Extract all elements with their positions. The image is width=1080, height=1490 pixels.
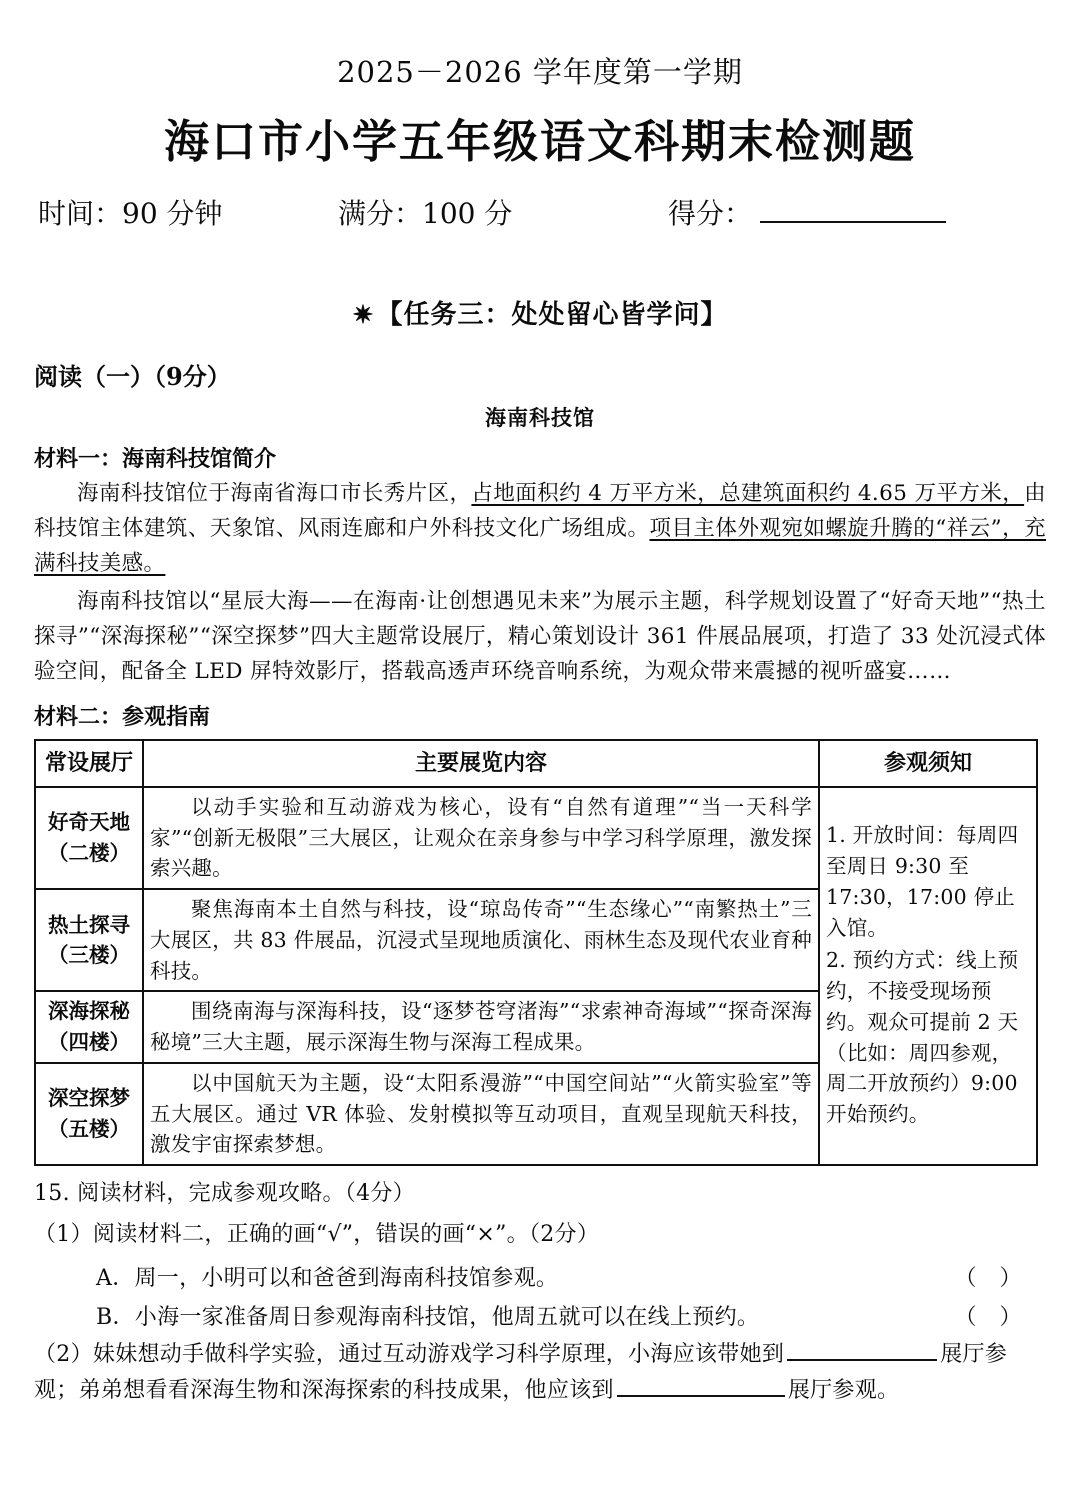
reading-section-heading: 阅读（一）（9分） [34, 362, 231, 391]
option-b-row [34, 1300, 1046, 1331]
task-banner-text: 【任务三：处处留心皆学问】 [376, 300, 728, 330]
score-blank[interactable] [760, 220, 946, 223]
page-title: 海口市小学五年级语文科期末检测题 [163, 115, 916, 168]
table-header-hall: 常设展厅 [35, 740, 143, 787]
material-one-paragraph-2: 海南科技馆以“星辰大海——在海南·让创想遇见未来”为展示主题，科学规划设置了“好奇天地”“热土探寻”“深海探秘”“深空探梦”四大主题常设展厅，精心策划设计 361 件展品展项，打造了 33 处沉浸式体验空间，配备全 LED 屏特效影厅，搭载高透声环绕音响系统，为观众带来震撼的视听盛宴…… [34, 589, 1046, 685]
option-a-row [34, 1261, 1046, 1292]
hall-content-2: 聚焦海南本土自然与科技，设“琼岛传奇”“生态缘心”“南繁热土”三大展区，共 83 件展品，沉浸式呈现地质演化、雨林生态及现代农业育种科技。 [143, 889, 819, 991]
table-row [35, 787, 1037, 889]
q15-2-part-b: 展厅参观；弟弟想看看深海生物和深海探索的科技成果，他应该到 [34, 1342, 1008, 1403]
question-15: 15. 阅读材料，完成参观攻略。（4分） [34, 1181, 415, 1207]
option-b-answer-box[interactable]: （ ） [954, 1305, 1030, 1331]
hall-name-3: 深海探秘 （四楼） [35, 991, 143, 1063]
hall-content-1: 以动手实验和互动游戏为核心，设有“自然有道理”“当一天科学家”“创新无极限”三大展区，让观众在亲身参与中学习科学原理，激发探索兴趣。 [143, 787, 819, 889]
exam-meta-row [34, 192, 1046, 232]
material-one-paragraph-1 [34, 477, 1046, 581]
option-a-answer-box[interactable]: （ ） [954, 1266, 1030, 1292]
para1-part-b: 由科技馆主体建筑、天象馆、风雨连廊和户外科技文化广场组成。 [34, 481, 1047, 541]
time-label: 时间：90 分钟 [38, 197, 223, 230]
question-15-2 [34, 1337, 1046, 1408]
notice-item-1: 1. 开放时间：每周四至周日 9:30 至 17:30，17:00 停止入馆。 [826, 823, 1019, 940]
q15-2-part-a: （2）妹妹想动手做科学实验，通过互动游戏学习科学原理，小海应该带她到 [34, 1342, 785, 1368]
full-score-label: 满分：100 分 [338, 197, 513, 230]
school-year-line: 2025－2026 学年度第一学期 [337, 55, 743, 89]
table-header-content: 主要展览内容 [143, 740, 819, 787]
option-a-text: A．周一，小明可以和爸爸到海南科技馆参观。 [96, 1266, 559, 1292]
para1-part-a: 海南科技馆位于海南省海口市长秀片区， [77, 481, 472, 506]
visit-notice-cell [819, 787, 1037, 1165]
table-header-notice: 参观须知 [819, 740, 1037, 787]
score-field [668, 192, 1042, 232]
visit-guide-table [34, 739, 1038, 1166]
q15-2-blank-2[interactable] [617, 1394, 785, 1397]
task-banner [34, 294, 1046, 331]
hall-name-4: 深空探梦 （五楼） [35, 1063, 143, 1165]
hall-content-3: 围绕南海与深海科技，设“逐梦苍穹渚海”“求索神奇海域”“探奇深海秘境”三大主题，展示深海生物与深海工程成果。 [143, 991, 819, 1063]
star-icon: ✷ [352, 300, 375, 329]
notice-item-2: 2. 预约方式：线上预约，不接受现场预约。观众可提前 2 天（比如：周四参观，周二开放预约）9:00 开始预约。 [826, 948, 1019, 1127]
para1-underline-1: 占地面积约 4 万平方米，总建筑面积约 4.65 万平方米， [471, 481, 1025, 506]
hall-name-2: 热土探寻 （三楼） [35, 889, 143, 991]
hall-content-4: 以中国航天为主题，设“太阳系漫游”“中国空间站”“火箭实验室”等五大展区。通过 VR 体验、发射模拟等互动项目，直观呈现航天科技，激发宇宙探索梦想。 [143, 1063, 819, 1165]
got-score-label: 得分： [668, 197, 753, 230]
table-header-row [35, 740, 1037, 787]
exam-page [0, 50, 1080, 1490]
material-two-label: 材料二：参观指南 [34, 703, 211, 730]
q15-2-blank-1[interactable] [787, 1358, 937, 1361]
option-b-text: B．小海一家准备周日参观海南科技馆，他周五就可以在线上预约。 [96, 1305, 760, 1331]
passage-title: 海南科技馆 [485, 405, 595, 430]
question-15-1: （1）阅读材料二，正确的画“√”，错误的画“×”。（2分） [34, 1222, 600, 1248]
para1-underline-2: 项目主体外观宛如螺旋升腾的“祥云”，充满科技美感。 [34, 515, 1047, 576]
q15-2-part-c: 展厅参观。 [787, 1377, 900, 1403]
hall-name-1: 好奇天地 （二楼） [35, 787, 143, 889]
material-one-label: 材料一：海南科技馆简介 [34, 446, 277, 472]
